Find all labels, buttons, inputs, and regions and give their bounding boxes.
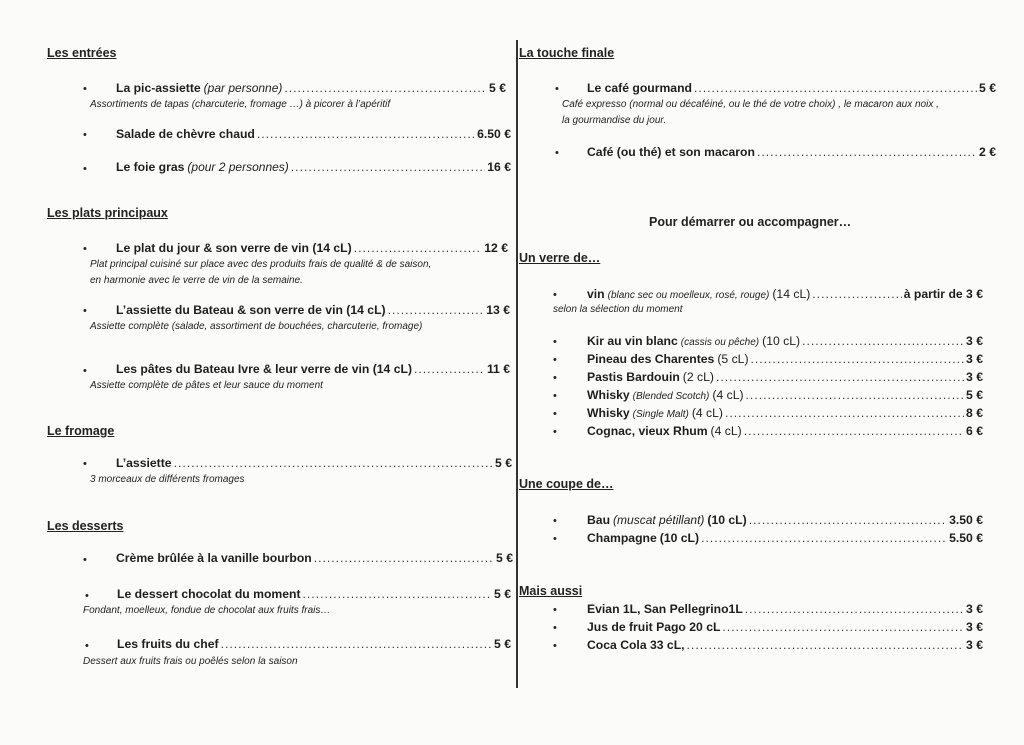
leader-dots (716, 370, 964, 384)
leader-dots (314, 551, 494, 565)
section-title-fromage: Le fromage (47, 424, 115, 438)
item-line (117, 637, 511, 651)
item-note: (Single Malt) (632, 409, 689, 420)
leader-dots (354, 241, 483, 255)
item-volume: (4 cL) (691, 406, 723, 420)
item-name: Whisky (587, 388, 630, 402)
item-name: Le foie gras (116, 160, 185, 174)
bullet-icon: • (553, 289, 557, 301)
item-line (587, 287, 983, 301)
column-divider (516, 40, 518, 688)
item-name: Pineau des Charentes (587, 352, 715, 366)
leader-dots (221, 637, 492, 651)
item-line (116, 241, 508, 255)
item-price: 3.50 € (949, 513, 983, 527)
item-name: Champagne (587, 531, 657, 545)
section-title-desserts: Les desserts (47, 519, 124, 533)
item-line (116, 551, 513, 565)
bullet-icon: • (555, 83, 559, 95)
item-line (587, 513, 983, 527)
item-name: Cognac, vieux Rhum (587, 424, 708, 438)
section-title-une-coupe: Une coupe de… (519, 477, 614, 491)
leader-dots (722, 620, 964, 634)
item-volume: (5 cL) (717, 352, 749, 366)
leader-dots (303, 587, 493, 601)
item-line (587, 334, 983, 348)
bullet-icon: • (553, 426, 557, 438)
leader-dots (284, 81, 487, 95)
item-note: (cassis ou pêche) (680, 337, 760, 348)
item-price: 16 € (487, 160, 511, 174)
leader-dots (812, 287, 901, 301)
item-price: 5.50 € (949, 531, 983, 545)
leader-dots (687, 638, 965, 652)
item-line (587, 352, 983, 366)
leader-dots (745, 602, 964, 616)
drinks-intro-title: Pour démarrer ou accompagner… (649, 215, 852, 229)
item-line (587, 602, 983, 616)
item-price: 11 € (486, 362, 510, 376)
item-name: Jus de fruit Pago 20 cL (587, 620, 721, 634)
item-name: Crème brûlée à la vanille bourbon (116, 551, 312, 565)
item-price: 5 € (966, 388, 983, 402)
item-price: 6.50 € (477, 127, 511, 141)
item-name: L’assiette du Bateau & son verre de vin (14 cL) (116, 303, 386, 317)
item-price: 5 € (496, 551, 513, 565)
item-line (587, 531, 983, 545)
item-price: 5 € (494, 587, 511, 601)
section-title-un-verre: Un verre de… (519, 251, 601, 265)
bullet-icon: • (553, 408, 557, 420)
description-line: Café expresso (normal ou décaféiné, ou le thé de votre choix) , le macaron aux noix , (562, 99, 939, 110)
bullet-icon: • (83, 243, 87, 255)
item-price: 2 € (979, 145, 996, 159)
item-name: Bau (587, 513, 611, 527)
item-line (587, 424, 983, 438)
item-price: 3 € (966, 620, 983, 634)
bullet-icon: • (83, 458, 87, 470)
bullet-icon: • (553, 354, 557, 366)
item-line (116, 303, 510, 317)
item-price: 8 € (966, 406, 983, 420)
item-price: 5 € (979, 81, 996, 95)
item-name: Les fruits du chef (117, 637, 219, 651)
item-price: 5 € (494, 637, 511, 651)
item-line (587, 638, 983, 652)
leader-dots (694, 81, 977, 95)
item-line (117, 587, 511, 601)
item-line (116, 81, 506, 95)
item-description (90, 257, 431, 289)
item-volume: (4 cL) (712, 388, 744, 402)
item-name: Le dessert chocolat du moment (117, 587, 301, 601)
item-name: Coca Cola 33 cL, (587, 638, 685, 652)
item-name: Kir au vin blanc (587, 334, 678, 348)
item-volume: (10 cL) (762, 334, 801, 348)
item-price: 3 € (966, 638, 983, 652)
description-line: la gourmandise du jour. (562, 115, 667, 126)
item-line (116, 456, 512, 470)
leader-dots (746, 388, 965, 402)
item-name: Le plat du jour & son verre de vin (14 cL) (116, 241, 352, 255)
item-description: 3 morceaux de différents fromages (90, 474, 245, 485)
section-title-entrees: Les entrées (47, 46, 117, 60)
item-price: 12 € (484, 241, 508, 255)
bullet-icon: • (83, 365, 87, 377)
item-line (587, 406, 983, 420)
leader-dots (757, 145, 977, 159)
item-name: Pastis Bardouin (587, 370, 680, 384)
item-description: Assiette complète de pâtes et leur sauce du moment (90, 380, 323, 391)
item-price: à partir de 3 € (903, 287, 983, 301)
bullet-icon: • (85, 590, 89, 602)
description-line: en harmonie avec le verre de vin de la semaine. (90, 275, 303, 286)
item-name: Whisky (587, 406, 630, 420)
leader-dots (744, 424, 964, 438)
item-name: Le café gourmand (587, 81, 692, 95)
bullet-icon: • (83, 163, 87, 175)
bullet-icon: • (83, 305, 87, 317)
item-price: 6 € (966, 424, 983, 438)
bullet-icon: • (83, 554, 87, 566)
leader-dots (725, 406, 964, 420)
item-note: (Blended Scotch) (632, 391, 710, 402)
item-volume: (4 cL) (710, 424, 742, 438)
item-price: 13 € (486, 303, 510, 317)
item-price: 5 € (495, 456, 512, 470)
item-note: (blanc sec ou moelleux, rosé, rouge) (607, 290, 770, 301)
bullet-icon: • (553, 533, 557, 545)
bullet-icon: • (553, 622, 557, 634)
item-line (116, 160, 511, 174)
leader-dots (749, 513, 947, 527)
item-volume: (14 cL) (772, 287, 811, 301)
item-name: Les pâtes du Bateau Ivre & leur verre de vin (14 cL) (116, 362, 412, 376)
item-name: La pic-assiette (116, 81, 201, 95)
bullet-icon: • (85, 640, 89, 652)
item-line (587, 145, 996, 159)
item-volume: (2 cL) (682, 370, 714, 384)
leader-dots (802, 334, 964, 348)
item-line (587, 81, 996, 95)
item-price: 5 € (489, 81, 506, 95)
item-price: 3 € (966, 334, 983, 348)
item-description (562, 97, 939, 129)
item-line (116, 127, 511, 141)
item-volume: (10 cL) (707, 513, 747, 527)
item-note: (par personne) (203, 81, 283, 95)
bullet-icon: • (553, 390, 557, 402)
item-line (587, 370, 983, 384)
leader-dots (174, 456, 493, 470)
bullet-icon: • (553, 372, 557, 384)
item-price: 3 € (966, 370, 983, 384)
item-name: L’assiette (116, 456, 172, 470)
bullet-icon: • (553, 640, 557, 652)
item-description: Dessert aux fruits frais ou poêlés selon la saison (83, 656, 298, 667)
leader-dots (414, 362, 485, 376)
bullet-icon: • (83, 83, 87, 95)
section-title-plats: Les plats principaux (47, 206, 168, 220)
leader-dots (751, 352, 965, 366)
item-name: vin (587, 287, 605, 301)
bullet-icon: • (83, 129, 87, 141)
item-description: Fondant, moelleux, fondue de chocolat aux fruits frais… (83, 605, 331, 616)
item-name: Salade de chèvre chaud (116, 127, 255, 141)
leader-dots (701, 531, 947, 545)
item-name: Evian 1L, San Pellegrino1L (587, 602, 743, 616)
item-line (116, 362, 510, 376)
bullet-icon: • (555, 147, 559, 159)
bullet-icon: • (553, 604, 557, 616)
item-price: 3 € (966, 602, 983, 616)
section-title-touche-finale: La touche finale (519, 46, 615, 60)
item-name: Café (ou thé) et son macaron (587, 145, 755, 159)
section-title-mais-aussi: Mais aussi (519, 584, 583, 598)
item-description: selon la sélection du moment (553, 304, 683, 315)
item-price: 3 € (966, 352, 983, 366)
item-description: Assortiments de tapas (charcuterie, fromage …) à picorer à l’apéritif (90, 99, 391, 110)
leader-dots (257, 127, 475, 141)
item-line (587, 620, 983, 634)
item-volume: (10 cL) (659, 531, 700, 545)
description-line: Plat principal cuisiné sur place avec des produits frais de qualité & de saison, (90, 259, 432, 270)
bullet-icon: • (553, 336, 557, 348)
leader-dots (388, 303, 485, 317)
item-note: (pour 2 personnes) (187, 160, 289, 174)
item-line (587, 388, 983, 402)
leader-dots (291, 160, 485, 174)
bullet-icon: • (553, 515, 557, 527)
item-note: (muscat pétillant) (613, 513, 705, 527)
item-description: Assiette complète (salade, assortiment de bouchées, charcuterie, fromage) (90, 321, 423, 332)
